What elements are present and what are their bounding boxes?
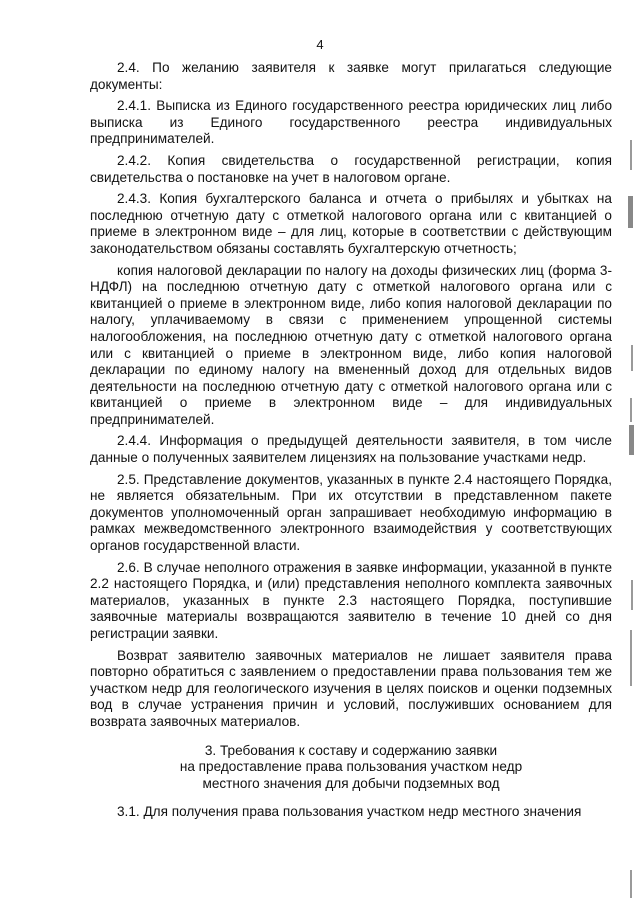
section-heading-line-2: на предоставление права пользования участком недр xyxy=(179,759,523,775)
scan-mark xyxy=(628,196,633,228)
scan-mark xyxy=(631,580,633,610)
paragraph-return-materials: Возврат заявителю заявочных материалов не лишает заявителя права повторно обратиться с заявлением о предоставлении права пользования тем же участком недр для геологического изучения в целях поисков и оценки подземных вод в случае устранения причин и условий, послуживших основанием для возврата заявочных материалов. xyxy=(90,647,612,729)
scan-mark xyxy=(629,425,634,455)
scan-margin-artifacts xyxy=(624,0,640,905)
paragraph-3-1: 3.1. Для получения права пользования участком недр местного значения xyxy=(117,804,582,820)
page-number: 4 xyxy=(316,37,324,52)
paragraph-2-4-3: 2.4.3. Копия бухгалтерского баланса и отчета о прибылях и убытках на последнюю отчетную дату с отметкой налогового органа или с квитанцией о приеме в электронном виде – для лиц, которые в соответствии с действующим законодательством обязаны составлять бухгалтерскую отчетность; xyxy=(90,191,612,256)
scan-mark xyxy=(630,398,632,422)
paragraph-2-5: 2.5. Представление документов, указанных в пункте 2.4 настоящего Порядка, не является обязательным. При их отсутствии в представленном пакете документов уполномоченный орган запрашивает необходимую информацию в рамках межведомственного электронного взаимодействия у соответствующих органов государственной власти. xyxy=(90,471,612,554)
paragraph-2-4: 2.4. По желанию заявителя к заявке могут прилагаться следующие документы: xyxy=(90,60,612,92)
scan-mark xyxy=(630,870,632,898)
paragraph-2-4-1: 2.4.1. Выписка из Единого государственного реестра юридических лиц либо выписка из Единого государственного реестра индивидуальных предпринимателей. xyxy=(90,98,612,147)
scan-mark xyxy=(631,345,633,371)
paragraph-2-4-2: 2.4.2. Копия свидетельства о государственной регистрации, копия свидетельства о постановке на учет в налоговом органе. xyxy=(90,152,612,185)
section-heading-line-3: местного значения для добычи подземных вод xyxy=(202,775,500,791)
paragraph-tax-declaration: копия налоговой декларации по налогу на доходы физических лиц (форма 3-НДФЛ) на последнюю отчетную дату с отметкой налогового органа или с квитанцией о приеме в электронном виде, либо копия налоговой декларации по налогу, уплачиваемому в связи с применением упрощенной системы налогообложения, на последнюю отчетную дату с отметкой налогового органа или с квитанцией о приеме в электронном виде, либо копия налоговой декларации по единому налогу на вмененный доход для отдельных видов деятельности на последнюю отчетную дату с отметкой налогового органа или с квитанцией о приеме в электронном виде – для индивидуальных предпринимателей. xyxy=(90,262,612,427)
paragraph-2-4-4: 2.4.4. Информация о предыдущей деятельности заявителя, в том числе данные о полученных заявителем лицензиях на пользование участками недр. xyxy=(90,433,612,466)
section-heading xyxy=(90,743,612,793)
scan-mark xyxy=(630,140,632,170)
section-heading-line-1: 3. Требования к составу и содержанию заявки xyxy=(204,742,498,758)
scan-mark xyxy=(630,630,632,686)
paragraph-2-6: 2.6. В случае неполного отражения в заявке информации, указанной в пункте 2.2 настоящего Порядка, и (или) представления неполного комплекта заявочных материалов, указанных в пункте 2.3 настоящего Порядка, поступившие заявочные материалы возвращаются заявителю в течение 10 дней со дня регистрации заявки. xyxy=(90,559,612,641)
document-body xyxy=(90,60,612,826)
